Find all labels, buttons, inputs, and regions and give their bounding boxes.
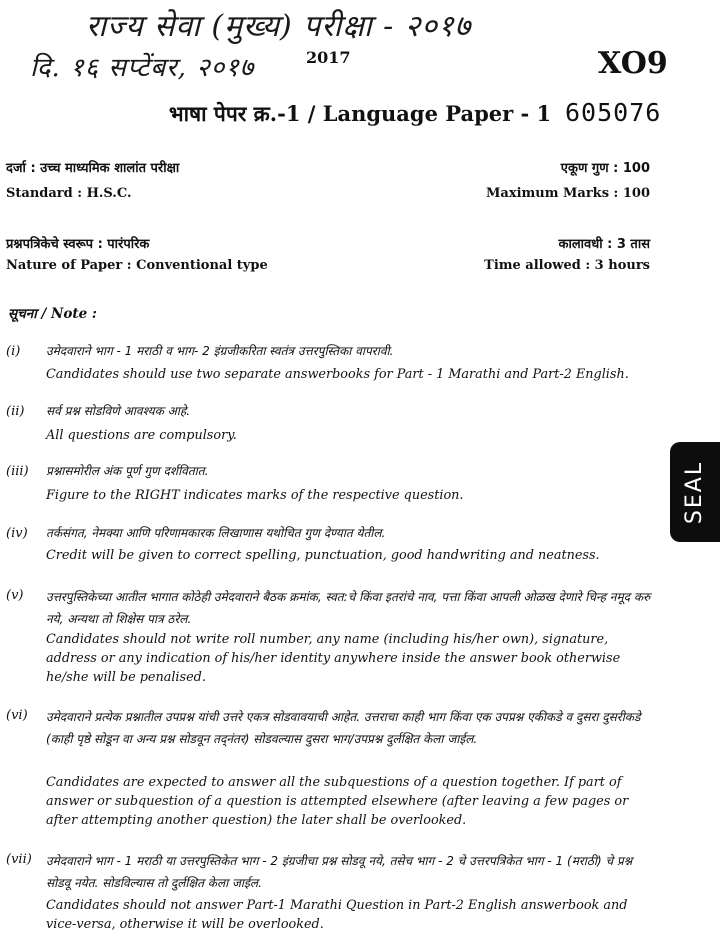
time-marathi: कालावधी : 3 तास bbox=[558, 237, 650, 252]
note-heading: सूचना / Note : bbox=[8, 306, 97, 322]
time-english: Time allowed : 3 hours bbox=[484, 258, 650, 273]
note-marathi: तर्कसंगत, नेमक्या आणि परिणामकारक लिखाणास यथोचित गुण देण्यात येतील. bbox=[46, 526, 386, 540]
note-english: Figure to the RIGHT indicates marks of the respective question. bbox=[46, 488, 464, 503]
note-number: (vii) bbox=[6, 852, 32, 867]
standard-english: Standard : H.S.C. bbox=[6, 186, 132, 201]
marks-english: Maximum Marks : 100 bbox=[486, 186, 650, 201]
paper-title: भाषा पेपर क्र.-1 / Language Paper - 1 bbox=[168, 101, 552, 126]
year: 2017 bbox=[306, 48, 351, 67]
note-english: Candidates should not write roll number, any name (including his/her own), signature, address or any indication of his/her identity anywhere inside the answer book otherwise he/she will be penalised. bbox=[46, 632, 621, 685]
note-marathi: प्रश्नासमोरील अंक पूर्ण गुण दर्शवितात. bbox=[46, 464, 209, 478]
note-number: (iii) bbox=[6, 464, 29, 479]
note-english: Candidates should not answer Part-1 Marathi Question in Part-2 English answerbook and vice-versa, otherwise it will be overlooked. bbox=[46, 898, 628, 932]
handwritten-exam-title: राज्य सेवा (मुख्य) परीक्षा - २०१७ bbox=[86, 9, 472, 44]
note-number: (i) bbox=[6, 344, 21, 359]
note-number: (ii) bbox=[6, 404, 25, 419]
note-number: (vi) bbox=[6, 708, 28, 723]
paper-code: XO9 bbox=[598, 46, 668, 81]
note-marathi: उमेदवाराने प्रत्येक प्रश्नातील उपप्रश्न यांची उत्तरे एकत्र सोडवावयाची आहेत. उत्तराचा काही भाग किंवा एक उपप्रश्न एकीकडे व दुसरा दुसरीकडे (काही पृष्ठे सोडून वा अन्य प्रश्न सोडवून तद्नंतर) सोडवल्यास दुसरा भाग/उपप्रश्न दुर्लक्षित केला जाईल. bbox=[46, 710, 641, 746]
note-marathi: सर्व प्रश्न सोडविणे आवश्यक आहे. bbox=[46, 404, 191, 418]
nature-english: Nature of Paper : Conventional type bbox=[6, 258, 268, 273]
note-number: (iv) bbox=[6, 526, 28, 541]
note-english: All questions are compulsory. bbox=[46, 428, 237, 443]
note-english: Candidates should use two separate answerbooks for Part - 1 Marathi and Part-2 English. bbox=[46, 367, 629, 382]
marks-marathi: एकूण गुण : 100 bbox=[560, 161, 650, 176]
note-english: Candidates are expected to answer all the subquestions of a question together. If part of answer or subquestion of a question is attempted elsewhere (after leaving a few pages or after attempting another question) the later shall be overlooked. bbox=[46, 775, 629, 828]
seal-label: SEAL bbox=[682, 460, 708, 524]
handwritten-exam-date: दि. १६ सप्टेंबर, २०१७ bbox=[30, 53, 255, 83]
note-english: Credit will be given to correct spelling, punctuation, good handwriting and neatness. bbox=[46, 548, 600, 563]
note-marathi: उमेदवाराने भाग - 1 मराठी व भाग- 2 इंग्रजीकरिता स्वतंत्र उत्तरपुस्तिका वापरावी. bbox=[46, 344, 394, 358]
note-marathi: उत्तरपुस्तिकेच्या आतील भागात कोठेही उमेदवाराने बैठक क्रमांक, स्वत:चे किंवा इतरांचे नाव, पत्ता किंवा आपली ओळख देणारे चिन्ह नमूद करु नये, अन्यथा तो शिक्षेस पात्र ठरेल. bbox=[46, 590, 651, 626]
note-number: (v) bbox=[6, 588, 24, 603]
standard-marathi: दर्जा : उच्च माध्यमिक शालांत परीक्षा bbox=[6, 161, 180, 176]
nature-marathi: प्रश्नपत्रिकेचे स्वरूप : पारंपरिक bbox=[6, 237, 150, 252]
serial-number: 605076 bbox=[565, 98, 662, 127]
note-marathi: उमेदवाराने भाग - 1 मराठी या उत्तरपुस्तिकेत भाग - 2 इंग्रजीचा प्रश्न सोडवू नये, तसेच भाग - 2 चे उत्तरपत्रिकेत भाग - 1 (मराठी) चे प्रश्न सोडवू नयेत. सोडविल्यास तो दुर्लक्षित केला जाईल. bbox=[46, 854, 633, 890]
